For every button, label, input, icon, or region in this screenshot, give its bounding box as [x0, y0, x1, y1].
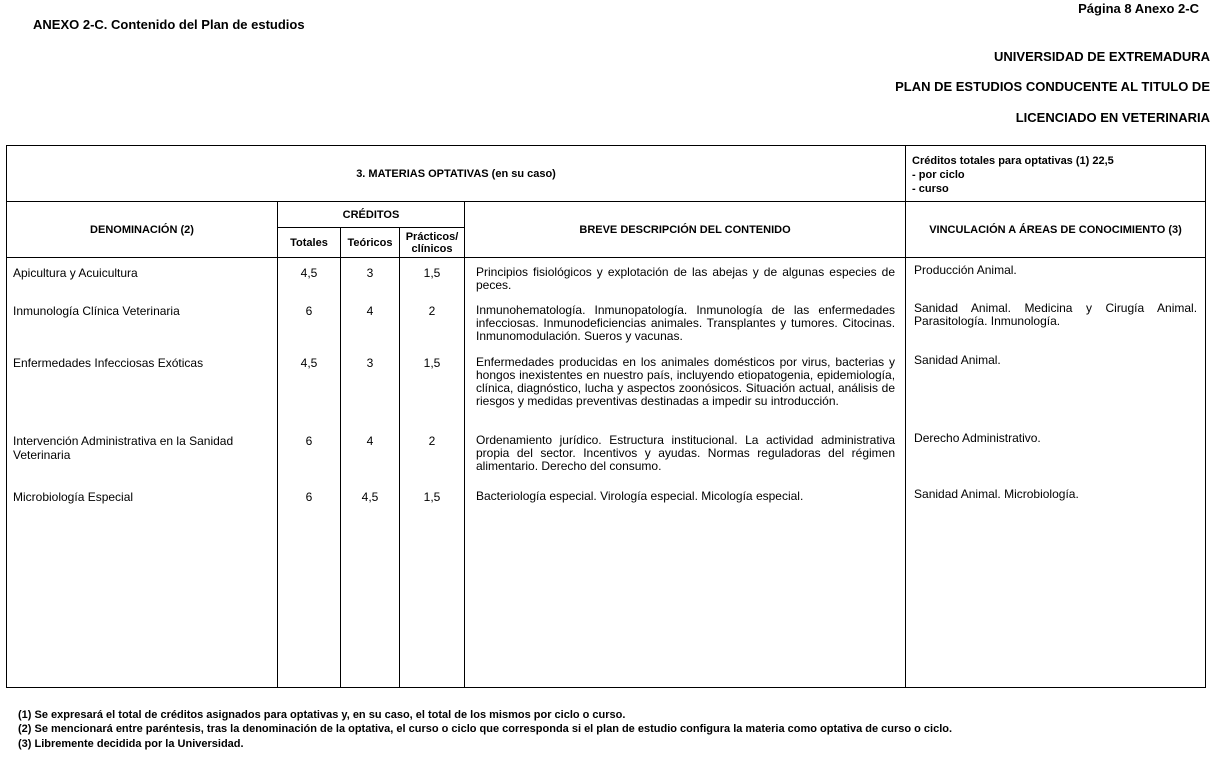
section-header-row	[7, 146, 1206, 202]
table-row	[7, 426, 1206, 482]
credits-totales: 4,5	[278, 258, 341, 297]
subject-description: Bacteriología especial. Virología especial. Micología especial.	[465, 482, 906, 688]
header-practicos: Prácticos/ clínicos	[400, 228, 465, 258]
subject-description: Inmunohematología. Inmunopatología. Inmunología de las enfermedades infecciosas. Inmunodeficiencias animales. Transplantes y tumores. Citocinas. Inmunomodulación. Sueros y vacunas.	[465, 296, 906, 348]
table-row	[7, 348, 1206, 426]
credits-teoricos: 4,5	[341, 482, 400, 688]
credits-totales: 6	[278, 426, 341, 482]
credits-teoricos: 4	[341, 296, 400, 348]
subject-name: Intervención Administrativa en la Sanidad Veterinaria	[7, 426, 278, 482]
subject-description: Principios fisiológicos y explotación de las abejas y de algunas especies de peces.	[465, 258, 906, 297]
credits-total: Créditos totales para optativas (1) 22,5	[912, 155, 1114, 167]
credits-summary	[906, 146, 1206, 202]
credits-totales: 6	[278, 296, 341, 348]
header-vinculacion: VINCULACIÓN A ÁREAS DE CONOCIMIENTO (3)	[906, 202, 1206, 258]
degree-title: LICENCIADO EN VETERINARIA	[1015, 110, 1210, 125]
credits-totales: 4,5	[278, 348, 341, 426]
subject-areas: Sanidad Animal. Microbiología.	[906, 482, 1206, 688]
table-row	[7, 296, 1206, 348]
subject-areas: Derecho Administrativo.	[906, 426, 1206, 482]
footnote-3: (3) Libremente decidida por la Universidad.	[18, 738, 244, 750]
credits-teoricos: 3	[341, 348, 400, 426]
header-row-1	[7, 202, 1206, 228]
subject-name: Apicultura y Acuicultura	[7, 258, 278, 297]
credits-practicos: 1,5	[400, 348, 465, 426]
credits-practicos: 1,5	[400, 482, 465, 688]
credits-per-cycle: - por ciclo	[912, 169, 965, 181]
credits-practicos: 2	[400, 426, 465, 482]
header-descripcion: BREVE DESCRIPCIÓN DEL CONTENIDO	[465, 202, 906, 258]
subject-name: Enfermedades Infecciosas Exóticas	[7, 348, 278, 426]
page-number: Página 8 Anexo 2-C	[1078, 1, 1199, 16]
credits-practicos: 2	[400, 296, 465, 348]
optional-subjects-table	[6, 145, 1206, 688]
credits-teoricos: 3	[341, 258, 400, 297]
subject-name: Inmunología Clínica Veterinaria	[7, 296, 278, 348]
credits-per-course: - curso	[912, 183, 949, 195]
credits-teoricos: 4	[341, 426, 400, 482]
subject-areas: Sanidad Animal.	[906, 348, 1206, 426]
annex-title: ANEXO 2-C. Contenido del Plan de estudios	[33, 17, 305, 32]
footnote-2: (2) Se mencionará entre paréntesis, tras la denominación de la optativa, el curso o ciclo que corresponda si el plan de estudio configura la materia como optativa de curso o ciclo.	[18, 723, 953, 735]
subject-description: Enfermedades producidas en los animales domésticos por virus, bacterias y hongos inexistentes en nuestro país, incluyendo etiopatogenia, epidemiología, clínica, diagnóstico, lucha y aspectos zoonósicos. Situación actual, análisis de riesgos y medidas preventivas destinadas a impedir su introducción.	[465, 348, 906, 426]
header-totales: Totales	[278, 228, 341, 258]
header-creditos: CRÉDITOS	[278, 202, 465, 228]
table-row	[7, 482, 1206, 688]
credits-totales: 6	[278, 482, 341, 688]
subject-areas: Producción Animal.	[906, 258, 1206, 297]
credits-practicos: 1,5	[400, 258, 465, 297]
subject-description: Ordenamiento jurídico. Estructura institucional. La actividad administrativa propia del sector. Incentivos y ayudas. Normas reguladoras del régimen alimentario. Derecho del consumo.	[465, 426, 906, 482]
subject-areas: Sanidad Animal. Medicina y Cirugía Animal. Parasitología. Inmunología.	[906, 296, 1206, 348]
header-teoricos: Teóricos	[341, 228, 400, 258]
university-name: UNIVERSIDAD DE EXTREMADURA	[994, 49, 1210, 64]
section-title: 3. MATERIAS OPTATIVAS (en su caso)	[7, 146, 906, 202]
footnote-1: (1) Se expresará el total de créditos asignados para optativas y, en su caso, el total de los mismos por ciclo o curso.	[18, 709, 626, 721]
table-row	[7, 258, 1206, 297]
subject-name: Microbiología Especial	[7, 482, 278, 688]
header-denominacion: DENOMINACIÓN (2)	[7, 202, 278, 258]
plan-title: PLAN DE ESTUDIOS CONDUCENTE AL TITULO DE	[895, 79, 1210, 94]
